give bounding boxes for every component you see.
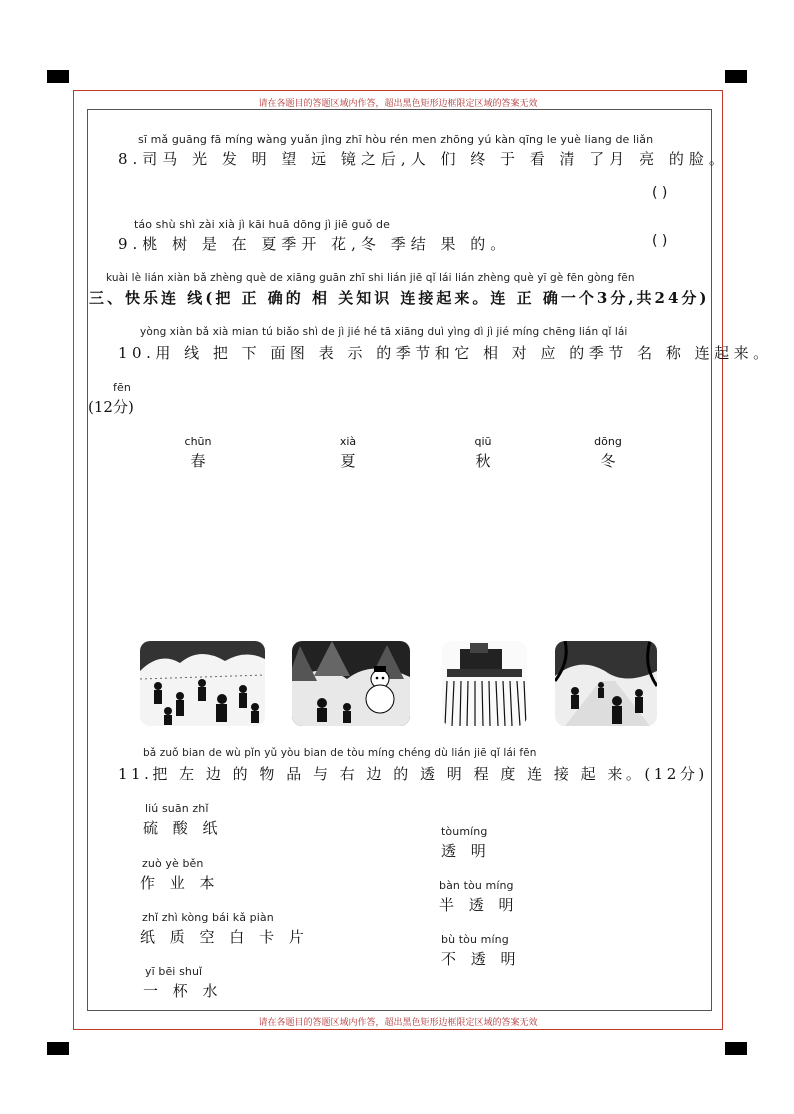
right-item-pinyin: tòumíng bbox=[441, 825, 488, 838]
left-item-pinyin: yī bēi shuǐ bbox=[145, 965, 203, 978]
left-item-pinyin: liú suān zhǐ bbox=[145, 802, 209, 815]
left-item-cup-of-water[interactable]: 一 杯 水 bbox=[143, 982, 223, 1000]
season-pinyin-autumn: qiū bbox=[474, 435, 492, 448]
section3-pinyin: kuài lè lián xiàn bǎ zhèng què de xiāng guān zhī shi lián jiē qǐ lái lián zhèng què yī gè fēn gòng fēn bbox=[106, 272, 635, 284]
season-picture-spring-outing[interactable] bbox=[140, 641, 265, 726]
season-picture-harvester[interactable] bbox=[442, 641, 527, 726]
left-item-pinyin: zhǐ zhì kòng bái kǎ piàn bbox=[142, 911, 274, 924]
q10-score: (12分) bbox=[88, 398, 134, 416]
q10-score-pinyin: fēn bbox=[113, 381, 131, 394]
season-autumn[interactable]: 秋 bbox=[475, 452, 491, 470]
q10-text: 10.用 线 把 下 面图 表 示 的季节和它 相 对 应 的季节 名 称 连起来。 bbox=[118, 344, 773, 362]
registration-mark-top-right bbox=[725, 70, 747, 83]
season-picture-autumn-walk[interactable] bbox=[555, 641, 657, 726]
right-item-transparent[interactable]: 透 明 bbox=[441, 842, 491, 860]
q10-pinyin: yòng xiàn bǎ xià mian tú biǎo shì de jì jié hé tā xiāng duì yìng dì jì jié míng chēng lián qǐ lái bbox=[140, 326, 628, 338]
notice-bottom: 请在各题目的答题区域内作答，超出黑色矩形边框限定区域的答案无效 bbox=[258, 1018, 538, 1028]
q8-pinyin: sī mǎ guāng fā míng wàng yuǎn jìng zhī hòu rén men zhōng yú kàn qīng le yuè liang de liǎn bbox=[138, 133, 654, 146]
notice-top: 请在各题目的答题区域内作答，超出黑色矩形边框限定区域的答案无效 bbox=[258, 99, 538, 109]
q8-answer-parens[interactable]: ( ) bbox=[652, 185, 668, 201]
q11-pinyin: bǎ zuǒ bian de wù pǐn yǔ yòu bian de tòu míng chéng dù lián jiē qǐ lái fēn bbox=[143, 747, 537, 759]
right-item-pinyin: bàn tòu míng bbox=[439, 879, 514, 892]
q9-answer-parens[interactable]: ( ) bbox=[652, 233, 668, 249]
left-item-sulfuric-paper[interactable]: 硫 酸 纸 bbox=[143, 819, 223, 837]
season-summer[interactable]: 夏 bbox=[340, 452, 356, 470]
section3-heading: 三、快乐连 线(把 正 确的 相 关知识 连接起来。连 正 确一个3分,共24分) bbox=[89, 289, 710, 307]
right-item-translucent[interactable]: 半 透 明 bbox=[439, 896, 519, 914]
q8-text: 8.司马 光 发 明 望 远 镜之后,人 们 终 于 看 清 了月 亮 的脸。 bbox=[118, 150, 729, 168]
season-spring[interactable]: 春 bbox=[190, 452, 206, 470]
q9-text: 9.桃 树 是 在 夏季开 花,冬 季结 果 的。 bbox=[118, 235, 511, 253]
season-pinyin-winter: dōng bbox=[594, 435, 622, 448]
right-item-opaque[interactable]: 不 透 明 bbox=[441, 950, 521, 968]
registration-mark-bottom-right bbox=[725, 1042, 747, 1055]
season-pinyin-spring: chūn bbox=[184, 435, 212, 448]
season-pinyin-summer: xià bbox=[339, 435, 357, 448]
q9-pinyin: táo shù shì zài xià jì kāi huā dōng jì jiē guǒ de bbox=[134, 218, 391, 231]
right-item-pinyin: bù tòu míng bbox=[441, 933, 509, 946]
q11-text: 11.把 左 边 的 物 品 与 右 边 的 透 明 程 度 连 接 起 来。(12分) bbox=[118, 765, 708, 783]
season-winter[interactable]: 冬 bbox=[600, 452, 616, 470]
left-item-blank-card[interactable]: 纸 质 空 白 卡 片 bbox=[140, 928, 309, 946]
left-item-pinyin: zuò yè běn bbox=[142, 857, 204, 870]
registration-mark-top-left bbox=[47, 70, 69, 83]
registration-mark-bottom-left bbox=[47, 1042, 69, 1055]
season-picture-snowman[interactable] bbox=[292, 641, 410, 726]
left-item-exercise-book[interactable]: 作 业 本 bbox=[140, 874, 220, 892]
